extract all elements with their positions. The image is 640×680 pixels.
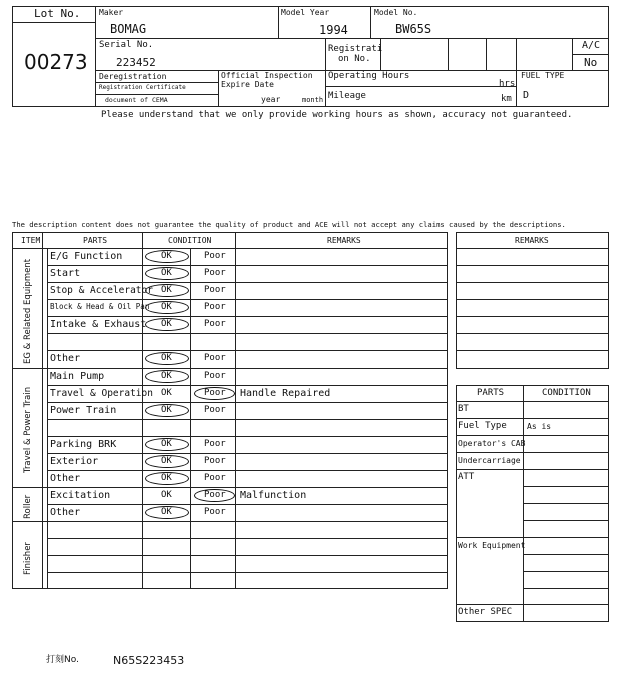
ok-option: OK bbox=[161, 319, 172, 329]
poor-option: Poor bbox=[204, 353, 226, 363]
ok-option: OK bbox=[161, 473, 172, 483]
model-no-label: Model No. bbox=[374, 8, 418, 17]
part-name: E/G Function bbox=[50, 251, 123, 262]
right-parts-header: PARTS bbox=[477, 388, 505, 398]
hrs-label: hrs bbox=[499, 79, 516, 89]
working-hours-notice: Please understand that we only provide working hours as shown, accuracy not guaranteed. bbox=[101, 110, 573, 120]
model-year-value: 1994 bbox=[319, 23, 348, 37]
right-part-operator-cab: Operator's CAB bbox=[458, 439, 526, 448]
ac-value: No bbox=[584, 56, 598, 69]
right-part-work-equipment: Work Equipment bbox=[458, 541, 526, 550]
part-name: Excitation bbox=[50, 490, 111, 501]
ok-option: OK bbox=[161, 353, 172, 363]
group-label-finisher: Finisher bbox=[23, 542, 33, 575]
poor-selected-circle bbox=[194, 489, 235, 502]
fuel-type-value: D bbox=[523, 90, 530, 101]
remarks-header: REMARKS bbox=[327, 236, 361, 245]
group-label-roller: Roller bbox=[23, 494, 33, 519]
disclaimer: The description content does not guarantee the quality of product and ACE will not accept any claims caused by the descriptions. bbox=[12, 220, 566, 229]
part-name: Power Train bbox=[50, 405, 117, 416]
part-name: Stop & Accelerator bbox=[50, 285, 153, 296]
poor-option: Poor bbox=[204, 302, 226, 312]
part-name: Travel & Operation bbox=[50, 388, 153, 399]
ok-selected-circle bbox=[145, 301, 189, 314]
ok-selected-circle bbox=[145, 472, 189, 485]
right-part-bt: BT bbox=[458, 404, 469, 414]
parts-header: PARTS bbox=[83, 236, 108, 245]
serial-no-label: Serial No. bbox=[99, 40, 154, 50]
registration-label-1: Registrati bbox=[328, 44, 383, 54]
ok-option: OK bbox=[161, 371, 172, 381]
ok-selected-circle bbox=[145, 506, 189, 519]
poor-option: Poor bbox=[204, 490, 226, 500]
poor-option: Poor bbox=[204, 268, 226, 278]
official-inspection-label-1: Official Inspection bbox=[221, 71, 313, 80]
ok-selected-circle bbox=[145, 267, 189, 280]
poor-option: Poor bbox=[204, 251, 226, 261]
right-value-fuel-type: As is bbox=[527, 422, 552, 431]
ok-selected-circle bbox=[145, 404, 189, 417]
poor-option: Poor bbox=[204, 507, 226, 517]
poor-option: Poor bbox=[204, 405, 226, 415]
item-header: ITEM bbox=[21, 236, 41, 245]
part-name: Other bbox=[50, 353, 81, 364]
part-name: Other bbox=[50, 507, 81, 518]
right-part-undercarriage: Undercarriage bbox=[458, 456, 521, 465]
ok-selected-circle bbox=[145, 352, 189, 365]
ok-option: OK bbox=[161, 268, 172, 278]
model-year-label: Model Year bbox=[281, 8, 330, 17]
part-name: Parking BRK bbox=[50, 439, 117, 450]
ok-selected-circle bbox=[145, 370, 189, 383]
poor-option: Poor bbox=[204, 456, 226, 466]
poor-option: Poor bbox=[204, 285, 226, 295]
ok-option: OK bbox=[161, 456, 172, 466]
ok-selected-circle bbox=[145, 438, 189, 451]
ok-option: OK bbox=[161, 507, 172, 517]
poor-option: Poor bbox=[204, 388, 226, 398]
poor-option: Poor bbox=[204, 439, 226, 449]
stamp-no-value: N65S223453 bbox=[113, 654, 185, 667]
stamp-no-label: 打刻No. bbox=[46, 655, 79, 665]
group-label-eg: EG & Related Equipment bbox=[23, 258, 33, 364]
remark-text: Malfunction bbox=[240, 490, 307, 501]
ok-option: OK bbox=[161, 490, 172, 500]
operating-hours-label: Operating Hours bbox=[328, 71, 410, 81]
ok-option: OK bbox=[161, 251, 172, 261]
right-part-other-spec: Other SPEC bbox=[458, 607, 513, 617]
part-name: Block & Head & Oil Pan bbox=[50, 302, 150, 311]
registration-label-2: on No. bbox=[338, 54, 371, 64]
lot-no-label: Lot No. bbox=[34, 7, 81, 20]
ok-selected-circle bbox=[145, 284, 189, 297]
deregistration-label: Deregistration bbox=[99, 72, 167, 81]
ok-selected-circle bbox=[145, 455, 189, 468]
right-condition-header: CONDITION bbox=[542, 388, 591, 398]
remark-text: Handle Repaired bbox=[240, 388, 331, 399]
mileage-label: Mileage bbox=[328, 91, 366, 101]
registration-certificate-label: Registration Certificate bbox=[99, 84, 186, 91]
part-name: Other bbox=[50, 473, 81, 484]
poor-selected-circle bbox=[194, 387, 235, 400]
condition-header: CONDITION bbox=[168, 236, 212, 245]
part-name: Exterior bbox=[50, 456, 99, 467]
right-remarks-header: REMARKS bbox=[515, 236, 549, 245]
month-label: month bbox=[302, 96, 324, 104]
poor-option: Poor bbox=[204, 371, 226, 381]
right-part-att: ATT bbox=[458, 472, 475, 482]
part-name: Main Pump bbox=[50, 371, 105, 382]
ok-option: OK bbox=[161, 388, 172, 398]
fuel-type-label: FUEL TYPE bbox=[521, 71, 565, 80]
ac-label: A/C bbox=[582, 40, 601, 51]
document-of-cema-label: document of CEMA bbox=[105, 96, 168, 104]
part-name: Intake & Exhaust bbox=[50, 319, 147, 330]
ok-selected-circle bbox=[145, 318, 189, 331]
poor-option: Poor bbox=[204, 319, 226, 329]
ok-option: OK bbox=[161, 439, 172, 449]
lot-no-value: 00273 bbox=[24, 50, 88, 74]
ok-selected-circle bbox=[145, 250, 189, 263]
ok-option: OK bbox=[161, 405, 172, 415]
ok-option: OK bbox=[161, 302, 172, 312]
official-inspection-label-2: Expire Date bbox=[221, 80, 274, 89]
maker-value: BOMAG bbox=[110, 22, 147, 36]
ok-option: OK bbox=[161, 285, 172, 295]
km-label: km bbox=[501, 94, 512, 104]
maker-label: Maker bbox=[99, 8, 124, 17]
poor-option: Poor bbox=[204, 473, 226, 483]
model-no-value: BW65S bbox=[395, 22, 432, 36]
right-part-fuel-type: Fuel Type bbox=[458, 421, 507, 431]
serial-no-value: 223452 bbox=[116, 56, 156, 69]
part-name: Start bbox=[50, 268, 81, 279]
year-label: year bbox=[261, 95, 281, 104]
group-label-travel: Travel & Power Train bbox=[23, 386, 33, 473]
